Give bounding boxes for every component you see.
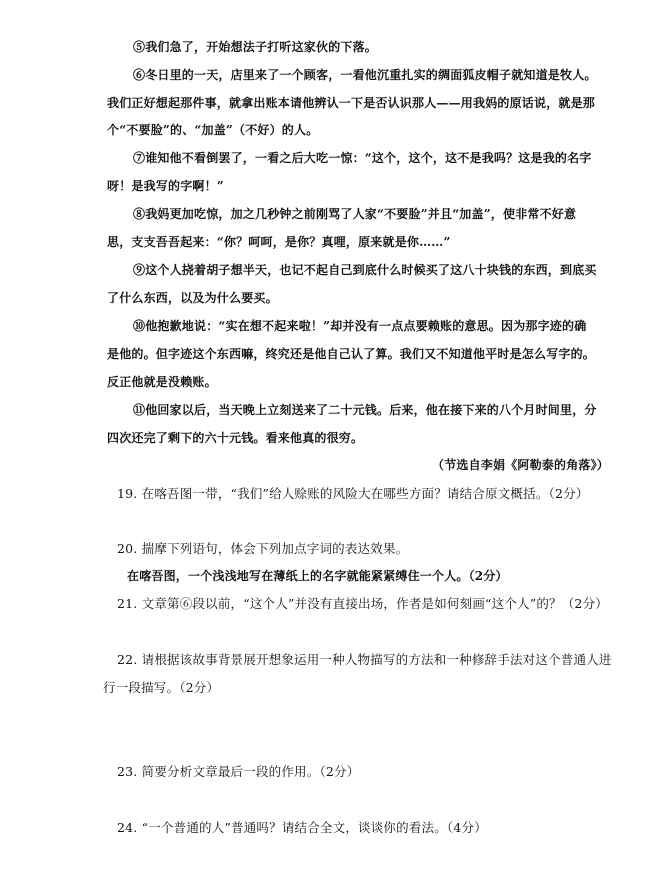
passage-p11-line-2: 四次还完了剩下的六十元钱。看来他真的很穷。	[107, 431, 364, 445]
passage-p6-line-1: ⑥冬日里的一天，店里来了一个顾客，一看他沉重扎实的绸面狐皮帽子就知道是牧人。	[133, 68, 597, 82]
question-22-line-2: 行一段描写。（2分）	[103, 680, 220, 695]
passage-p7-line-2: 呀！是我写的字啊！”	[107, 179, 224, 193]
question-20-sentence: 在喀吾图，一个浅浅地写在薄纸上的名字就能紧紧缚住一个人。（2分）	[127, 569, 508, 583]
passage-p10-line-2: 是他的。但字迹这个东西嘛，终究还是他自己认了算。我们又不知道他平时是怎么写字的。	[107, 347, 596, 361]
passage-p5-line-1: ⑤我们急了，开始想法子打听这家伙的下落。	[133, 40, 378, 54]
passage-p10-line-3: 反正他就是没赖账。	[107, 375, 217, 389]
passage-p8-line-1: ⑧我妈更加吃惊，加之几秒钟之前刚骂了人家“不要脸”并且“加盖”，使非常不好意	[133, 207, 577, 221]
passage-p6-line-2: 我们正好想起那件事，就拿出账本请他辨认一下是否认识那人——用我妈的原话说，就是那	[107, 96, 596, 110]
question-20: 20. 揣摩下列语句，体会下列加点字词的表达效果。	[117, 541, 409, 556]
question-19: 19. 在喀吾图一带，“我们”给人赊账的风险大在哪些方面？请结合原文概括。（2分）	[117, 486, 589, 501]
passage-p6-line-3: 个“不要脸”的、“加盖”（不好）的人。	[107, 123, 319, 137]
passage-p9-line-1: ⑨这个人挠着胡子想半天，也记不起自己到底什么时候买了这八十块钱的东西，到底买	[133, 263, 597, 277]
question-21: 21. 文章第⑥段以前，“这个人”并没有直接出场，作者是如何刻画“这个人”的？（2分）	[117, 596, 608, 611]
passage-p10-line-1: ⑩他抱歉地说：“实在想不起来啦！”却并没有一点点要赖账的意思。因为那字迹的确	[133, 319, 587, 333]
passage-p9-line-2: 了什么东西，以及为什么要买。	[107, 291, 278, 305]
passage-p8-line-2: 思，支支吾吾起来：“你？呵呵，是你？真哩，原来就是你……”	[107, 235, 451, 249]
question-22-line-1: 22. 请根据该故事背景展开想象运用一种人物描写的方法和一种修辞手法对这个普通人进	[117, 652, 612, 667]
passage-p7-line-1: ⑦谁知他不看倒罢了，一看之后大吃一惊：“这个，这个，这不是我吗？这是我的名字	[133, 151, 592, 165]
passage-p11-line-1: ⑪他回家以后，当天晚上立刻送来了二十元钱。后来，他在接下来的八个月时间里，分	[133, 403, 597, 417]
question-23: 23. 简要分析文章最后一段的作用。（2分）	[117, 764, 360, 779]
passage-source: （节选自李娟《阿勒泰的角落》）	[432, 458, 610, 472]
question-24: 24. “一个普通的人”普通吗？请结合全文，谈谈你的看法。（4分）	[117, 820, 487, 835]
